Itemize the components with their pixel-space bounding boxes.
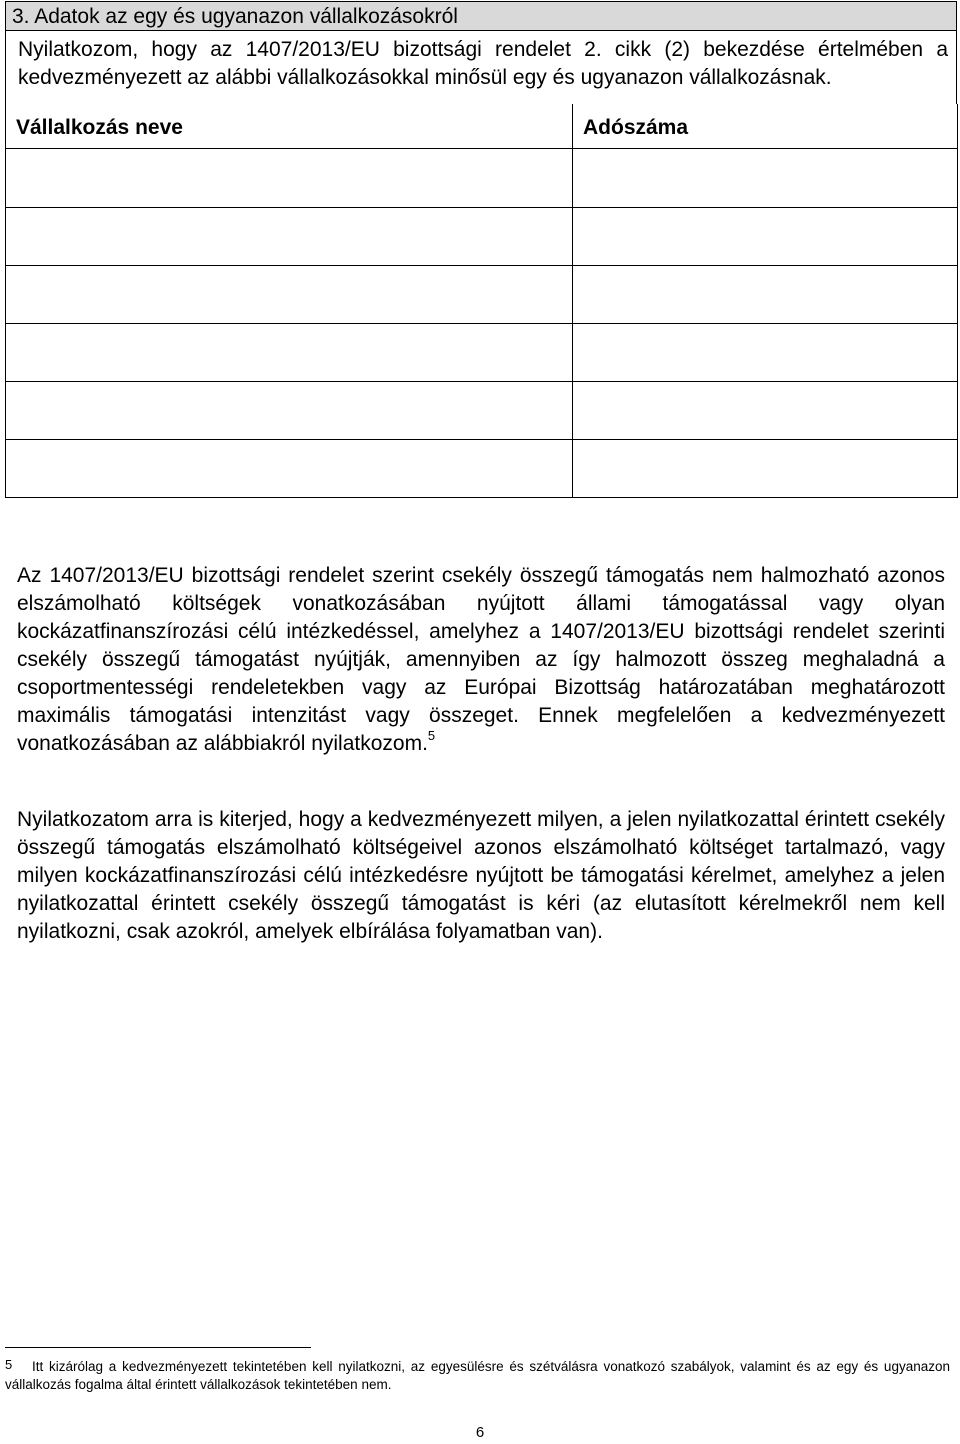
- section-heading: 3. Adatok az egy és ugyanazon vállalkozásokról: [5, 1, 957, 31]
- table-row: [6, 265, 958, 323]
- tax-number-cell[interactable]: [573, 148, 958, 207]
- footnote-separator: [5, 1347, 311, 1348]
- footnote-reference: 5: [427, 728, 436, 743]
- tax-number-cell[interactable]: [573, 381, 958, 439]
- company-name-cell[interactable]: [6, 439, 573, 497]
- table-row: [6, 323, 958, 381]
- tax-number-cell[interactable]: [573, 207, 958, 265]
- company-name-cell[interactable]: [6, 265, 573, 323]
- footnote-text: Itt kizárólag a kedvezményezett tekintetében kell nyilatkozni, az egyesülésre és szétválásra vonatkozó szabályok, valamint és az egy és ugyanazon vállalkozás fogalma által érintett vállalkozások tekintetében nem.: [5, 1359, 950, 1392]
- column-header-company-name: Vállalkozás neve: [6, 104, 573, 148]
- footnote-mark: 5: [5, 1357, 13, 1372]
- table-row: [6, 207, 958, 265]
- tax-number-cell[interactable]: [573, 265, 958, 323]
- tax-number-cell[interactable]: [573, 439, 958, 497]
- table-row: [6, 148, 958, 207]
- footnote: [5, 1358, 950, 1394]
- company-name-cell[interactable]: [6, 207, 573, 265]
- table-row: [6, 439, 958, 497]
- company-table: [5, 104, 958, 498]
- declaration-scope-paragraph: Nyilatkozatom arra is kiterjed, hogy a kedvezményezett milyen, a jelen nyilatkozattal érintett csekély összegű támogatás elszámolható költségeivel azonos elszámolható költséget tartalmazó, vagy milyen kockázatfinanszírozási célú intézkedésre nyújtott be támogatási kérelmet, amelyhez a jelen nyilatkozattal érintett csekély összegű támogatást is kéri (az elutasított kérelmekről nem kell nyilatkozni, csak azokról, amelyek elbírálása folyamatban van).: [17, 808, 945, 943]
- cumulation-text: Az 1407/2013/EU bizottsági rendelet szerint csekély összegű támogatás nem halmozható azonos elszámolható költségek vonatkozásában nyújtott állami támogatással vagy olyan kockázatfinanszírozási célú intézkedéssel, amelyhez a 1407/2013/EU bizottsági rendelet szerinti csekély összegű támogatást nyújtják, amennyiben az így halmozott összeg meghaladná a csoportmentességi rendeletekben vagy az Európai Bizottság határozatában meghatározott maximális támogatási intenzitást vagy összeget. Ennek megfelelően a kedvezményezett vonatkozásában az alábbiakról nyilatkozom.: [17, 564, 945, 755]
- tax-number-cell[interactable]: [573, 323, 958, 381]
- cumulation-paragraph: [17, 562, 945, 758]
- intro-statement: Nyilatkozom, hogy az 1407/2013/EU bizottsági rendelet 2. cikk (2) bekezdése értelmében a kedvezményezett az alábbi vállalkozásokkal minősül egy és ugyanazon vállalkozásnak.: [5, 31, 957, 104]
- company-name-cell[interactable]: [6, 381, 573, 439]
- page-number: 6: [475, 1424, 485, 1441]
- table-header-row: [6, 104, 958, 148]
- table-row: [6, 381, 958, 439]
- company-name-cell[interactable]: [6, 323, 573, 381]
- column-header-tax-number: Adószáma: [573, 104, 958, 148]
- company-name-cell[interactable]: [6, 148, 573, 207]
